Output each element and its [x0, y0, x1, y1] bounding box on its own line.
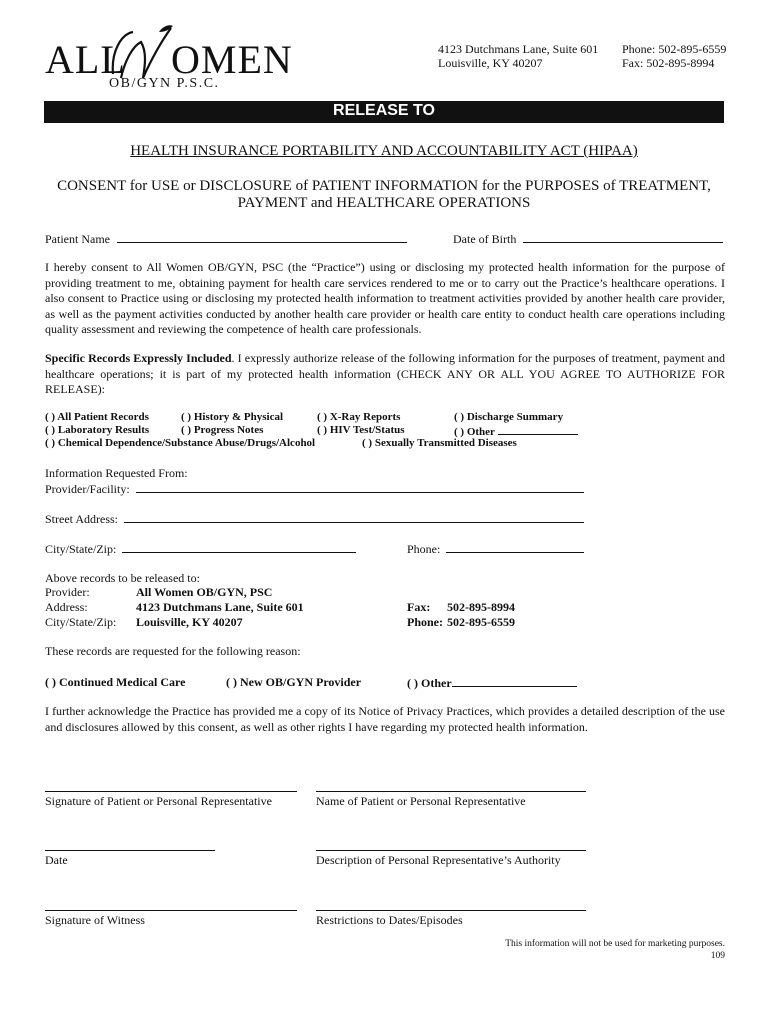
checkbox-history-physical[interactable]: ( ) History & Physical [181, 411, 284, 423]
released-phone-label: Phone: [407, 615, 443, 629]
provider-facility-row [45, 481, 584, 497]
date-line[interactable] [45, 850, 215, 851]
released-address-value: 4123 Dutchmans Lane, Suite 601 [136, 600, 304, 614]
released-city-value: Louisville, KY 40207 [136, 615, 243, 629]
page-number: 109 [710, 951, 725, 961]
address-line1: 4123 Dutchmans Lane, Suite 601 [438, 42, 599, 56]
title-bar-text: RELEASE TO [333, 102, 435, 119]
checkbox-other-records-row [454, 424, 578, 438]
reason-other-field[interactable] [452, 675, 577, 687]
requested-phone-field[interactable] [446, 541, 584, 553]
checkbox-chemical-dependence[interactable]: ( ) Chemical Dependence/Substance Abuse/Drugs/Alcohol [45, 437, 316, 449]
requested-from-heading: Information Requested From: [45, 466, 188, 480]
rep-name-line[interactable] [316, 791, 586, 792]
title-bar [44, 101, 724, 123]
street-address-field[interactable] [124, 511, 584, 523]
rep-name-label: Name of Patient or Personal Representative [316, 794, 526, 808]
released-phone-value: 502-895-6559 [447, 615, 515, 629]
consent-paragraph: I hereby consent to All Women OB/GYN, PSC (the “Practice”) using or disclosing my protected health information for the purpose of providing treatment to me, obtaining payment for health care services rendered to me or to carry out the Practice’s healthcare operations. I also consent to Practice using or disclosing my protected health information to treatment activities provided by another health care provider, as well as the payment activities conducted by another health care provider or health care entity to conduct health care operations including quality assessment and reviewing the competence of health care professionals. [45, 260, 725, 336]
released-provider-label: Provider: [45, 585, 90, 599]
requested-phone-row [407, 541, 584, 557]
dob-row [453, 231, 723, 247]
checkbox-all-patient-records[interactable]: ( ) All Patient Records [45, 411, 149, 423]
acknowledge-paragraph: I further acknowledge the Practice has provided me a copy of its Notice of Privacy Practices, which provides a detailed description of the use and disclosures allowed by this consent, as well as other rights I have regarding my protected health information. [45, 704, 725, 734]
hipaa-title-text: HEALTH INSURANCE PORTABILITY AND ACCOUNTABILITY ACT (HIPAA) [130, 143, 638, 159]
reason-other-row [407, 675, 577, 691]
other-records-field[interactable] [498, 424, 578, 435]
dob-field[interactable] [523, 231, 723, 243]
checkbox-other-records[interactable]: ( ) Other [454, 426, 495, 438]
checkbox-laboratory-results[interactable]: ( ) Laboratory Results [45, 424, 150, 436]
city-state-zip-field[interactable] [122, 541, 356, 553]
hipaa-title [44, 142, 724, 160]
checkbox-new-provider[interactable]: ( ) New OB/GYN Provider [226, 675, 362, 689]
checkbox-progress-notes[interactable]: ( ) Progress Notes [181, 424, 264, 436]
consent-title [44, 178, 724, 212]
patient-signature-line[interactable] [45, 791, 297, 792]
provider-facility-field[interactable] [136, 481, 584, 493]
authority-label: Description of Personal Representative’s Authority [316, 853, 561, 867]
patient-name-field[interactable] [117, 231, 407, 243]
header-fax: Fax: 502-895-8994 [622, 56, 715, 70]
street-address-row [45, 511, 584, 527]
released-address-label: Address: [45, 600, 88, 614]
consent-title-line1: CONSENT for USE or DISCLOSURE of PATIENT INFORMATION for the PURPOSES of TREATMENT, [57, 178, 711, 194]
address-line2: Louisville, KY 40207 [438, 56, 543, 70]
released-fax-value: 502-895-8994 [447, 600, 515, 614]
logo [45, 22, 293, 97]
specific-records-lead: Specific Records Expressly Included [45, 351, 232, 365]
consent-title-line2: PAYMENT and HEALTHCARE OPERATIONS [237, 195, 531, 211]
reason-heading: These records are requested for the following reason: [45, 644, 301, 658]
restrictions-label: Restrictions to Dates/Episodes [316, 913, 463, 927]
patient-name-label: Patient Name [45, 232, 110, 246]
checkbox-reason-other[interactable]: ( ) Other [407, 676, 452, 690]
requested-phone-label: Phone: [407, 542, 441, 556]
logo-omen-text: OMEN [171, 37, 293, 82]
footer-note: This information will not be used for marketing purposes. [505, 939, 725, 949]
header-phone: Phone: 502-895-6559 [622, 42, 727, 56]
released-fax-label: Fax: [407, 600, 431, 614]
logo-all-text: ALL [45, 37, 126, 82]
released-provider-value: All Women OB/GYN, PSC [136, 585, 273, 599]
patient-signature-label: Signature of Patient or Personal Representative [45, 794, 272, 808]
checkbox-xray-reports[interactable]: ( ) X-Ray Reports [317, 411, 401, 423]
released-to-heading: Above records to be released to: [45, 571, 200, 585]
checkbox-hiv-test[interactable]: ( ) HIV Test/Status [317, 424, 405, 436]
provider-facility-label: Provider/Facility: [45, 482, 130, 496]
restrictions-line[interactable] [316, 910, 586, 911]
logo-subtitle: OB/GYN P.S.C. [109, 76, 220, 91]
checkbox-continued-care[interactable]: ( ) Continued Medical Care [45, 675, 186, 689]
footer [505, 938, 725, 962]
street-address-label: Street Address: [45, 512, 118, 526]
city-state-zip-label: City/State/Zip: [45, 542, 117, 556]
released-city-label: City/State/Zip: [45, 615, 117, 629]
logo-w-mark [107, 22, 177, 82]
dob-label: Date of Birth [453, 232, 517, 246]
specific-records-text: . I expressly authorize release of the following information for the purposes of treatment, payment and healthcare operations; it is part of my protected health information (CHECK ANY OR ALL YOU AGREE TO AUTHORIZE FOR RELEASE): [45, 351, 725, 396]
checkbox-std[interactable]: ( ) Sexually Transmitted Diseases [362, 437, 517, 449]
witness-signature-line[interactable] [45, 910, 297, 911]
specific-records-paragraph [45, 351, 725, 398]
checkbox-discharge-summary[interactable]: ( ) Discharge Summary [454, 411, 564, 423]
patient-name-row [45, 231, 407, 247]
date-label: Date [45, 853, 68, 867]
witness-signature-label: Signature of Witness [45, 913, 145, 927]
authority-line[interactable] [316, 850, 586, 851]
city-state-zip-row [45, 541, 356, 557]
